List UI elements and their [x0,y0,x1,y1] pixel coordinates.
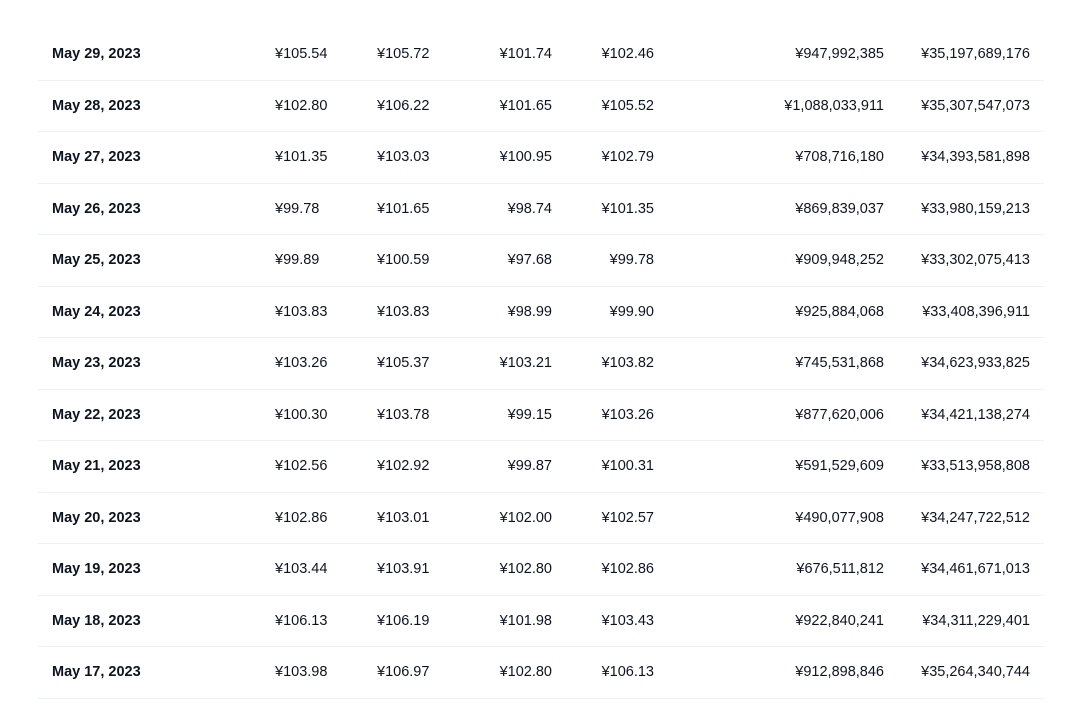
date-cell: May 18, 2023 [52,612,141,629]
market-cap-cell: ¥34,461,671,013 [921,561,1030,577]
open-cell: ¥102.86 [275,509,328,526]
volume-cell: ¥877,620,006 [795,406,884,423]
high-cell: ¥105.72 [377,46,430,62]
table-row [38,287,1044,339]
volume-cell: ¥490,077,908 [795,509,884,526]
table-row [38,29,1044,81]
low-cell: ¥102.00 [499,509,552,526]
market-cap-cell: ¥34,247,722,512 [921,509,1030,526]
low-cell: ¥102.80 [499,664,552,680]
table-row [38,132,1044,184]
table-row [38,544,1044,596]
high-cell: ¥103.01 [377,509,430,526]
historical-data-table [38,29,1044,699]
close-cell: ¥102.86 [601,561,654,577]
close-cell: ¥99.78 [609,252,654,268]
table-row [38,184,1044,236]
low-cell: ¥97.68 [507,252,552,268]
table-row [38,338,1044,390]
close-cell: ¥102.57 [601,509,654,526]
close-cell: ¥106.13 [601,664,654,680]
open-cell: ¥103.26 [275,355,328,371]
high-cell: ¥106.22 [377,97,430,114]
open-cell: ¥101.35 [275,149,328,165]
close-cell: ¥101.35 [601,200,654,217]
volume-cell: ¥909,948,252 [795,252,884,268]
close-cell: ¥105.52 [601,97,654,114]
open-cell: ¥100.30 [275,406,328,423]
table-row [38,493,1044,545]
low-cell: ¥103.21 [499,355,552,371]
high-cell: ¥105.37 [377,355,430,371]
date-cell: May 22, 2023 [52,406,141,423]
close-cell: ¥103.43 [601,612,654,629]
market-cap-cell: ¥34,393,581,898 [921,149,1030,165]
date-cell: May 29, 2023 [52,46,141,62]
table-row [38,390,1044,442]
volume-cell: ¥708,716,180 [795,149,884,165]
close-cell: ¥99.90 [609,303,654,320]
close-cell: ¥103.26 [601,406,654,423]
volume-cell: ¥947,992,385 [795,46,884,62]
high-cell: ¥103.03 [377,149,430,165]
market-cap-cell: ¥35,307,547,073 [921,97,1030,114]
date-cell: May 25, 2023 [52,252,141,268]
high-cell: ¥106.19 [377,612,430,629]
open-cell: ¥102.56 [275,458,328,474]
market-cap-cell: ¥33,513,958,808 [921,458,1030,474]
open-cell: ¥106.13 [275,612,328,629]
volume-cell: ¥869,839,037 [795,200,884,217]
date-cell: May 24, 2023 [52,303,141,320]
high-cell: ¥106.97 [377,664,430,680]
low-cell: ¥101.98 [499,612,552,629]
date-cell: May 17, 2023 [52,664,141,680]
date-cell: May 27, 2023 [52,149,141,165]
close-cell: ¥102.79 [601,149,654,165]
low-cell: ¥98.99 [507,303,552,320]
high-cell: ¥102.92 [377,458,430,474]
open-cell: ¥99.78 [275,200,320,217]
table-row [38,647,1044,699]
low-cell: ¥100.95 [499,149,552,165]
close-cell: ¥100.31 [601,458,654,474]
close-cell: ¥102.46 [601,46,654,62]
table-row [38,81,1044,133]
low-cell: ¥101.74 [499,46,552,62]
market-cap-cell: ¥34,421,138,274 [921,406,1030,423]
volume-cell: ¥676,511,812 [796,561,884,577]
volume-cell: ¥912,898,846 [795,664,884,680]
high-cell: ¥103.78 [377,406,430,423]
open-cell: ¥103.98 [275,664,328,680]
high-cell: ¥103.91 [377,561,430,577]
market-cap-cell: ¥33,408,396,911 [922,303,1030,320]
date-cell: May 21, 2023 [52,458,141,474]
high-cell: ¥103.83 [377,303,430,320]
date-cell: May 23, 2023 [52,355,141,371]
volume-cell: ¥925,884,068 [795,303,884,320]
market-cap-cell: ¥33,302,075,413 [921,252,1030,268]
volume-cell: ¥745,531,868 [795,355,884,371]
volume-cell: ¥591,529,609 [795,458,884,474]
volume-cell: ¥922,840,241 [795,612,884,629]
table-row [38,235,1044,287]
date-cell: May 28, 2023 [52,97,141,114]
close-cell: ¥103.82 [601,355,654,371]
date-cell: May 20, 2023 [52,509,141,526]
high-cell: ¥100.59 [377,252,430,268]
table-row [38,441,1044,493]
open-cell: ¥99.89 [275,252,320,268]
low-cell: ¥101.65 [499,97,552,114]
open-cell: ¥103.44 [275,561,328,577]
market-cap-cell: ¥34,623,933,825 [921,355,1030,371]
market-cap-cell: ¥35,264,340,744 [921,664,1030,680]
low-cell: ¥98.74 [507,200,552,217]
open-cell: ¥103.83 [275,303,328,320]
open-cell: ¥105.54 [275,46,328,62]
table-row [38,596,1044,648]
open-cell: ¥102.80 [275,97,328,114]
low-cell: ¥99.15 [507,406,552,423]
low-cell: ¥102.80 [499,561,552,577]
market-cap-cell: ¥35,197,689,176 [921,46,1030,62]
volume-cell: ¥1,088,033,911 [784,97,884,114]
low-cell: ¥99.87 [507,458,552,474]
date-cell: May 26, 2023 [52,200,141,217]
market-cap-cell: ¥33,980,159,213 [921,200,1030,217]
date-cell: May 19, 2023 [52,561,141,577]
market-cap-cell: ¥34,311,229,401 [922,612,1030,629]
high-cell: ¥101.65 [377,200,430,217]
